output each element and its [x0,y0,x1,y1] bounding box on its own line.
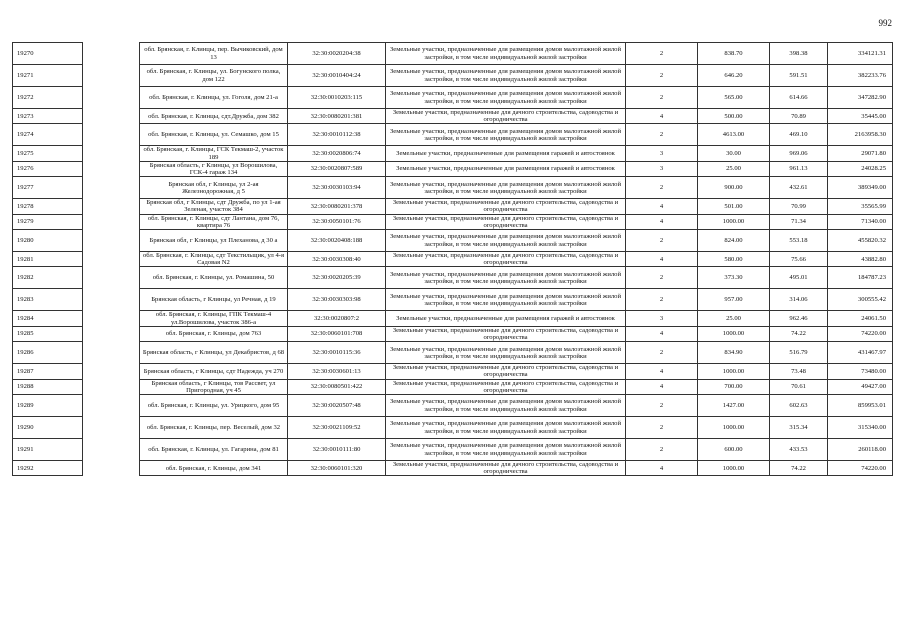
row-id: 19271 [13,65,83,87]
row-spacer [83,267,140,289]
row-cadastral-value: 35445.00 [828,109,893,124]
row-group: 4 [626,199,698,214]
row-area: 1000.00 [698,417,770,439]
row-area: 373.30 [698,267,770,289]
row-cadastral-number: 32:30:0050101:76 [288,214,386,229]
row-group: 2 [626,395,698,417]
row-rate: 553.18 [770,230,828,252]
row-rate: 70.99 [770,199,828,214]
row-land-use: Земельные участки, предназначенные для дачного строительства, садоводства и огородничества [386,252,626,267]
row-address: обл. Брянская, г. Клинцы, ул. Гагарина, дом 81 [140,439,288,461]
row-cadastral-number: 32:30:0021109:52 [288,417,386,439]
table-row [13,461,893,476]
row-cadastral-value: 24061.50 [828,311,893,326]
row-rate: 469.10 [770,124,828,146]
row-rate: 71.34 [770,214,828,229]
row-cadastral-number: 32:30:0020807:589 [288,161,386,176]
row-area: 646.20 [698,65,770,87]
row-group: 2 [626,439,698,461]
row-land-use: Земельные участки, предназначенные для размещения гаражей и автостоянок [386,311,626,326]
row-spacer [83,124,140,146]
row-group: 3 [626,311,698,326]
row-cadastral-number: 32:30:0080201:378 [288,199,386,214]
row-group: 2 [626,417,698,439]
row-land-use: Земельные участки, предназначенные для размещения домов малоэтажной жилой застройки, в том числе индивидуальной жилой застройки [386,65,626,87]
row-area: 1000.00 [698,364,770,379]
table-row [13,146,893,161]
row-cadastral-value: 43882.80 [828,252,893,267]
row-cadastral-number: 32:30:0010115:36 [288,342,386,364]
table-row [13,124,893,146]
table-row [13,364,893,379]
row-address: Брянская область, г Клинцы, сдт Надежда, уч 270 [140,364,288,379]
row-id: 19274 [13,124,83,146]
table-row [13,267,893,289]
row-rate: 70.89 [770,109,828,124]
table-row [13,43,893,65]
row-spacer [83,214,140,229]
row-id: 19278 [13,199,83,214]
row-address: обл. Брянская, г. Клинцы, ул. Урицкого, дом 95 [140,395,288,417]
row-address: обл. Брянская, г. Клинцы, дом 341 [140,461,288,476]
row-cadastral-number: 32:30:0080201:381 [288,109,386,124]
table-row [13,379,893,394]
row-cadastral-value: 347282.90 [828,87,893,109]
row-cadastral-number: 32:30:0010111:80 [288,439,386,461]
row-group: 2 [626,65,698,87]
row-group: 2 [626,124,698,146]
row-spacer [83,364,140,379]
row-area: 565.00 [698,87,770,109]
row-group: 4 [626,364,698,379]
row-area: 1000.00 [698,326,770,341]
row-area: 838.70 [698,43,770,65]
row-area: 824.00 [698,230,770,252]
row-rate: 70.61 [770,379,828,394]
row-rate: 74.22 [770,326,828,341]
table-row [13,87,893,109]
row-rate: 614.66 [770,87,828,109]
table-body [13,43,893,476]
row-cadastral-value: 389349.00 [828,177,893,199]
row-id: 19285 [13,326,83,341]
row-cadastral-number: 32:30:0020507:48 [288,395,386,417]
row-land-use: Земельные участки, предназначенные для размещения гаражей и автостоянок [386,146,626,161]
row-cadastral-value: 859953.01 [828,395,893,417]
row-land-use: Земельные участки, предназначенные для размещения домов малоэтажной жилой застройки, в том числе индивидуальной жилой застройки [386,417,626,439]
row-id: 19288 [13,379,83,394]
row-land-use: Земельные участки, предназначенные для дачного строительства, садоводства и огородничества [386,199,626,214]
row-cadastral-number: 32:30:0060101:708 [288,326,386,341]
row-cadastral-value: 29071.80 [828,146,893,161]
row-rate: 433.53 [770,439,828,461]
row-cadastral-number: 32:30:0060101:320 [288,461,386,476]
row-cadastral-number: 32:30:0010203:115 [288,87,386,109]
row-address: обл. Брянская, г. Клинцы, пер. Вычиковский, дом 13 [140,43,288,65]
row-area: 1000.00 [698,214,770,229]
row-rate: 73.48 [770,364,828,379]
row-group: 2 [626,289,698,311]
row-spacer [83,87,140,109]
row-spacer [83,109,140,124]
table-row [13,326,893,341]
row-id: 19291 [13,439,83,461]
land-registry-table [12,42,893,476]
table-row [13,65,893,87]
row-address: обл. Брянская, г. Клинцы, пер. Веселый, дом 32 [140,417,288,439]
row-area: 25.00 [698,311,770,326]
row-land-use: Земельные участки, предназначенные для размещения домов малоэтажной жилой застройки, в том числе индивидуальной жилой застройки [386,230,626,252]
row-address: Брянская обл, г Клинцы, ул Плеханова, д 30 а [140,230,288,252]
row-cadastral-number: 32:30:0080501:422 [288,379,386,394]
row-address: обл. Брянская, г. Клинцы, ул. Гоголя, дом 21-а [140,87,288,109]
table-row [13,395,893,417]
row-cadastral-number: 32:30:0020806:74 [288,146,386,161]
row-area: 600.00 [698,439,770,461]
row-group: 2 [626,342,698,364]
table-row [13,417,893,439]
row-spacer [83,439,140,461]
row-group: 4 [626,109,698,124]
row-spacer [83,146,140,161]
row-spacer [83,289,140,311]
row-land-use: Земельные участки, предназначенные для размещения домов малоэтажной жилой застройки, в том числе индивидуальной жилой застройки [386,124,626,146]
row-spacer [83,230,140,252]
row-address: Брянская область, г Клинцы, тов Рассвет, ул Пригородная, уч 45 [140,379,288,394]
row-rate: 516.79 [770,342,828,364]
row-area: 30.00 [698,146,770,161]
row-id: 19283 [13,289,83,311]
row-cadastral-value: 24028.25 [828,161,893,176]
row-area: 957.00 [698,289,770,311]
row-rate: 495.01 [770,267,828,289]
row-area: 500.00 [698,109,770,124]
row-cadastral-value: 73480.00 [828,364,893,379]
table-row [13,342,893,364]
row-spacer [83,65,140,87]
row-land-use: Земельные участки, предназначенные для размещения домов малоэтажной жилой застройки, в том числе индивидуальной жилой застройки [386,87,626,109]
row-cadastral-value: 455820.32 [828,230,893,252]
row-rate: 969.06 [770,146,828,161]
row-group: 4 [626,461,698,476]
page-number: 992 [878,18,892,28]
row-spacer [83,379,140,394]
row-address: Брянская область, г Клинцы, ул Ворошилова, ГСК-4 гараж 134 [140,161,288,176]
row-cadastral-value: 2163958.30 [828,124,893,146]
row-address: обл. Брянская, г. Клинцы, сдт Текстильщик, ул 4-я Садовая N2 [140,252,288,267]
row-cadastral-value: 431467.97 [828,342,893,364]
row-group: 2 [626,230,698,252]
row-cadastral-value: 49427.00 [828,379,893,394]
row-land-use: Земельные участки, предназначенные для размещения домов малоэтажной жилой застройки, в том числе индивидуальной жилой застройки [386,342,626,364]
row-address: обл. Брянская, г. Клинцы, ул. Семашко, дом 15 [140,124,288,146]
table-row [13,439,893,461]
row-id: 19286 [13,342,83,364]
row-spacer [83,326,140,341]
row-spacer [83,461,140,476]
row-group: 2 [626,87,698,109]
row-spacer [83,395,140,417]
row-rate: 591.51 [770,65,828,87]
row-group: 3 [626,161,698,176]
table-row [13,177,893,199]
row-id: 19281 [13,252,83,267]
row-land-use: Земельные участки, предназначенные для размещения домов малоэтажной жилой застройки, в том числе индивидуальной жилой застройки [386,177,626,199]
row-spacer [83,177,140,199]
table-row [13,289,893,311]
row-cadastral-number: 32:30:0020205:39 [288,267,386,289]
row-cadastral-value: 334121.31 [828,43,893,65]
row-rate: 74.22 [770,461,828,476]
row-cadastral-number: 32:30:0030308:40 [288,252,386,267]
row-id: 19290 [13,417,83,439]
row-cadastral-number: 32:30:0030601:13 [288,364,386,379]
row-address: Брянская обл, г Клинцы, ул 2-ая Железнодорожная, д 5 [140,177,288,199]
row-cadastral-value: 382233.76 [828,65,893,87]
row-land-use: Земельные участки, предназначенные для размещения домов малоэтажной жилой застройки, в том числе индивидуальной жилой застройки [386,267,626,289]
row-cadastral-number: 32:30:0010404:24 [288,65,386,87]
row-group: 2 [626,177,698,199]
row-land-use: Земельные участки, предназначенные для дачного строительства, садоводства и огородничества [386,109,626,124]
row-cadastral-value: 260118.00 [828,439,893,461]
row-address: Брянская обл, г Клинцы, сдт Дружба, по ул 1-ая Зеленая, участок 384 [140,199,288,214]
row-cadastral-value: 71340.00 [828,214,893,229]
row-rate: 314.06 [770,289,828,311]
row-id: 19270 [13,43,83,65]
row-spacer [83,161,140,176]
row-group: 4 [626,326,698,341]
row-area: 900.00 [698,177,770,199]
row-id: 19273 [13,109,83,124]
row-area: 580.00 [698,252,770,267]
table-row [13,199,893,214]
row-address: Брянская область, г Клинцы, ул Декабристов, д 68 [140,342,288,364]
row-rate: 315.34 [770,417,828,439]
row-group: 2 [626,267,698,289]
row-land-use: Земельные участки, предназначенные для дачного строительства, садоводства и огородничества [386,364,626,379]
row-id: 19272 [13,87,83,109]
row-address: обл. Брянская, г. Клинцы, ул. Богунского полка, дом 122 [140,65,288,87]
row-cadastral-value: 74220.00 [828,461,893,476]
row-cadastral-value: 35565.99 [828,199,893,214]
table-row [13,311,893,326]
row-cadastral-value: 300555.42 [828,289,893,311]
row-spacer [83,43,140,65]
row-group: 4 [626,252,698,267]
row-land-use: Земельные участки, предназначенные для дачного строительства, садоводства и огородничества [386,326,626,341]
row-id: 19277 [13,177,83,199]
row-id: 19284 [13,311,83,326]
row-land-use: Земельные участки, предназначенные для дачного строительства, садоводства и огородничества [386,214,626,229]
row-id: 19282 [13,267,83,289]
table-row [13,230,893,252]
row-rate: 961.13 [770,161,828,176]
row-address: обл. Брянская, г. Клинцы, сдт.Дружба, дом 382 [140,109,288,124]
row-cadastral-number: 32:30:0030103:94 [288,177,386,199]
row-id: 19289 [13,395,83,417]
row-area: 4613.00 [698,124,770,146]
row-area: 700.00 [698,379,770,394]
row-land-use: Земельные участки, предназначенные для размещения домов малоэтажной жилой застройки, в том числе индивидуальной жилой застройки [386,439,626,461]
row-land-use: Земельные участки, предназначенные для размещения домов малоэтажной жилой застройки, в том числе индивидуальной жилой застройки [386,395,626,417]
row-id: 19276 [13,161,83,176]
row-id: 19287 [13,364,83,379]
row-rate: 432.61 [770,177,828,199]
row-address: обл. Брянская, г. Клинцы, ГПК Текмаш-4 ул.Ворошилова, участок 386-а [140,311,288,326]
row-rate: 602.63 [770,395,828,417]
row-land-use: Земельные участки, предназначенные для дачного строительства, садоводства и огородничества [386,379,626,394]
row-area: 834.90 [698,342,770,364]
row-spacer [83,342,140,364]
row-address: Брянская область, г Клинцы, ул Речная, д 19 [140,289,288,311]
row-cadastral-value: 315340.00 [828,417,893,439]
row-address: обл. Брянская, г. Клинцы, ул. Ромашина, 50 [140,267,288,289]
row-rate: 962.46 [770,311,828,326]
table-row [13,161,893,176]
row-id: 19275 [13,146,83,161]
row-area: 501.00 [698,199,770,214]
row-area: 25.00 [698,161,770,176]
row-land-use: Земельные участки, предназначенные для дачного строительства, садоводства и огородничества [386,461,626,476]
row-id: 19279 [13,214,83,229]
row-area: 1000.00 [698,461,770,476]
row-cadastral-value: 184787.23 [828,267,893,289]
row-spacer [83,252,140,267]
row-rate: 398.38 [770,43,828,65]
row-spacer [83,199,140,214]
row-cadastral-value: 74220.00 [828,326,893,341]
row-cadastral-number: 32:30:0020408:188 [288,230,386,252]
row-cadastral-number: 32:30:0010112:38 [288,124,386,146]
row-group: 3 [626,146,698,161]
row-id: 19292 [13,461,83,476]
row-land-use: Земельные участки, предназначенные для размещения домов малоэтажной жилой застройки, в том числе индивидуальной жилой застройки [386,43,626,65]
row-address: обл. Брянская, г. Клинцы, сдт Лантана, дом 76, квартира 76 [140,214,288,229]
table-row [13,214,893,229]
row-spacer [83,417,140,439]
row-address: обл. Брянская, г. Клинцы, ГСК Текмаш-2, участок 189 [140,146,288,161]
row-cadastral-number: 32:30:0020204:38 [288,43,386,65]
row-area: 1427.00 [698,395,770,417]
row-land-use: Земельные участки, предназначенные для размещения домов малоэтажной жилой застройки, в том числе индивидуальной жилой застройки [386,289,626,311]
row-group: 4 [626,379,698,394]
row-spacer [83,311,140,326]
row-rate: 75.66 [770,252,828,267]
table-row [13,109,893,124]
row-id: 19280 [13,230,83,252]
row-address: обл. Брянская, г. Клинцы, дом 763 [140,326,288,341]
row-cadastral-number: 32:30:0020807:2 [288,311,386,326]
row-group: 2 [626,43,698,65]
row-group: 4 [626,214,698,229]
table-row [13,252,893,267]
row-land-use: Земельные участки, предназначенные для размещения гаражей и автостоянок [386,161,626,176]
row-cadastral-number: 32:30:0030303:98 [288,289,386,311]
